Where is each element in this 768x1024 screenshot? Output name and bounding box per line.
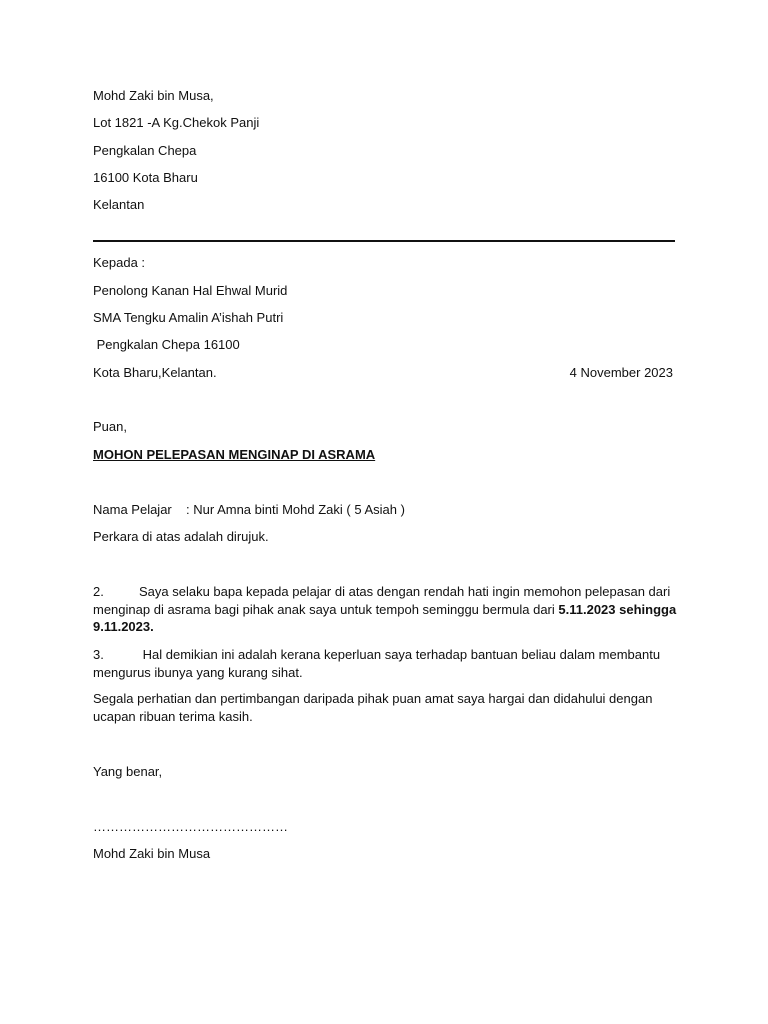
paragraph-2-number: 2. (93, 584, 104, 599)
sender-address-line-2: Pengkalan Chepa (93, 143, 197, 158)
recipient-address-line-1: Pengkalan Chepa 16100 (93, 337, 240, 352)
student-label: Nama Pelajar (93, 502, 172, 517)
recipient-title: Penolong Kanan Hal Ehwal Murid (93, 283, 288, 298)
sender-address-line-3: 16100 Kota Bharu (93, 170, 198, 185)
paragraph-3-number: 3. (93, 647, 104, 662)
signature-line: ……………………………………… (93, 819, 288, 834)
student-row (93, 501, 405, 518)
letter-subject: MOHON PELEPASAN MENGINAP DI ASRAMA (93, 447, 376, 462)
letterhead-divider (93, 240, 675, 242)
paragraph-2-dates: 5.11.2023 sehingga 9.11.2023. (93, 601, 677, 634)
recipient-address-line-2: Kota Bharu,Kelantan. (93, 365, 217, 380)
paragraph-2 (93, 583, 683, 636)
paragraph-3-text: Hal demikian ini adalah kerana keperluan saya terhadap bantuan beliau dalam membantu mengurus ibunya yang kurang sihat. (93, 647, 661, 680)
recipient-to-label: Kepada : (93, 255, 146, 270)
recipient-school: SMA Tengku Amalin A’ishah Putri (93, 310, 284, 325)
paragraph-3 (93, 646, 683, 681)
sender-address-line-1: Lot 1821 -A Kg.Chekok Panji (93, 115, 260, 130)
signer-name: Mohd Zaki bin Musa (93, 846, 211, 861)
letter-date: 4 November 2023 (569, 365, 673, 380)
reference-line: Perkara di atas adalah dirujuk. (93, 529, 269, 544)
closing: Yang benar, (93, 764, 163, 779)
paragraph-2-text: Saya selaku bapa kepada pelajar di atas dengan rendah hati ingin memohon pelepasan dari menginap di asrama bagi pihak anak saya untuk tempoh seminggu bermula dari (93, 584, 671, 617)
salutation: Puan, (93, 419, 127, 434)
sender-address-line-4: Kelantan (93, 197, 145, 212)
sender-name: Mohd Zaki bin Musa, (93, 88, 214, 103)
closing-paragraph: Segala perhatian dan pertimbangan daripada pihak puan amat saya hargai dan didahului dengan ucapan ribuan terima kasih. (93, 691, 653, 724)
student-value: : Nur Amna binti Mohd Zaki ( 5 Asiah ) (186, 502, 405, 517)
